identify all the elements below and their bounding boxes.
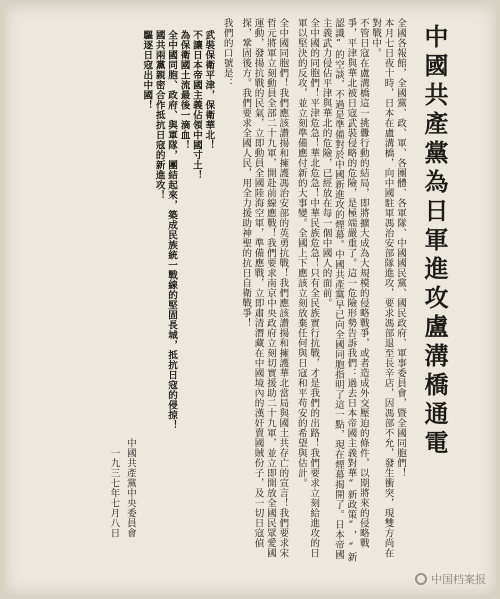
watermark-text: 中国档案报 xyxy=(431,573,486,586)
paragraph-2: 不管日寇在盧溝橋這一挑釁行動的結局，即將擴大成為大規模的侵略戰爭，或者造成外交壓迫的條件，以期將來的侵略戰爭，平津與華北被日寇武裝侵略的危險，是極端嚴重了。這一危險形勢告訴我們：過去日本帝國主義對華“新政策”，“新認識”的空談，不過是準備對於中國新進攻的煙幕。中國共產黨早已向全國同胞指明了這一點，現在煙幕揭開了。日本帝國主義武力侵佔平津與華北的危險，已經放在每一個中國人的面前。 xyxy=(320,18,369,563)
slogan-2: 不讓日本帝國主義佔領中國寸土！ xyxy=(190,30,202,180)
slogan-4: 全中國同胞、政府、與軍隊，團結起來，築成民族統一戰線的堅固長城，抵抗日寇的侵掠！ xyxy=(166,30,178,430)
telegram-body xyxy=(26,18,456,566)
watermark xyxy=(415,571,486,587)
salutation: 全國各報館，全國黨、政、軍、各團體、各軍隊、中國國民黨、國民政府、軍事委員會，暨全國同胞們！ xyxy=(395,18,406,478)
watermark-logo-icon xyxy=(415,573,427,585)
document-date: 一九三七年七月八日 xyxy=(108,448,120,538)
signatory: 中國共產黨中央委員會 xyxy=(124,438,136,538)
slogan-3: 為保衛國土流最後一滴血！ xyxy=(178,30,190,150)
slogan-6: 驅逐日寇出中國！ xyxy=(141,30,153,110)
slogans-intro: 我們的口號是： xyxy=(221,18,233,88)
document-title: 中國共產黨為日軍進攻盧溝橋通電 xyxy=(420,24,449,459)
slogan-5: 國共兩黨親密合作抵抗日寇的新進攻！ xyxy=(153,30,165,200)
document-page xyxy=(4,4,496,595)
paragraph-3: 全中國的同胞們！平津危急！華北危急！中華民族危急！只有全民族實行抗戰，才是我們的出路！我們要求立刻給進攻的日軍以堅決的反攻，並立刻準備應付新的大事變。全國上下應該立刻放棄任何與日寇和平苟安的希望與估計。 xyxy=(295,18,320,558)
paragraph-4: 全中國同胞們！我們應該讚揚和擁護馮治安部的英勇抗戰！我們應該讚揚和擁護華北當局與國土共存亡的宣言！我們要求宋哲元將軍立刻動員全部二十九軍，開赴前線應戰！我們要求南京中央政府立刻切實援助二十九軍，並立即開放全國民眾愛國運動，發揚抗戰的民氣，立即動員全國陸海空軍，準備應戰，立即肅清潛藏在中國境內的漢奸賣國賊份子，及一切日寇偵探，鞏固後方。我們要求全國人民，用全力援助神聖的抗日自衛戰爭！ xyxy=(240,18,289,558)
paragraph-1: 本月七日夜十時，日本在盧溝橋，向中國駐軍馮治安部隊進攻，要求馮部退至長辛店，因馮部不允，發生衝突，現雙方尚在對戰中。 xyxy=(370,18,394,558)
slogan-1: 武裝保衛平津，保衛華北！ xyxy=(203,30,215,150)
